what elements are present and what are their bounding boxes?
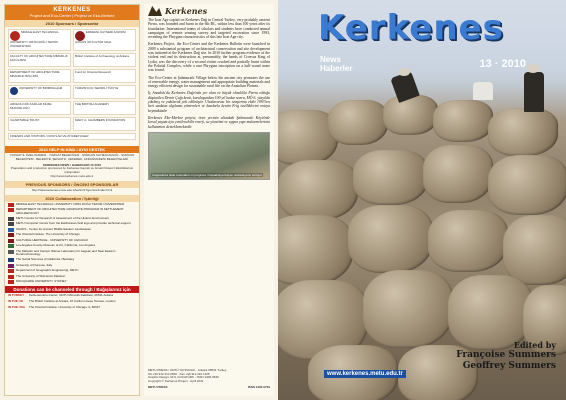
cover-title: Kerkenes: [318, 8, 504, 48]
sponsor-row: [8, 29, 136, 51]
sponsor-name: UNIVERSITY OF BIRMINGHAM: [19, 86, 63, 90]
logo-icon: [8, 217, 14, 221]
sponsors-column: [4, 4, 140, 396]
worker-hat: [526, 64, 540, 73]
sponsor-logo: [8, 29, 71, 51]
paragraph-turkish: Kerkenes Eko-Merkez projesi, ören yerinin altındaki Şahmuratlı Köyü'nde kırsal yaşam için yenilenebilir enerji, su yönetimi ve uygun yapı malzemelerinin kullanımını desteklemektedir.: [148, 115, 270, 129]
sponsor-logo: [73, 117, 136, 131]
paragraph: The Eco-Center at Şahmuratlı Village below the ancient city promotes the use of renewable energy, water management and appropriate building materials and energy efficient design for sustainable rural life on the Anatolian Plateau.: [148, 75, 270, 89]
sponsor-logo: [73, 29, 136, 51]
sponsors-band: 2010 Sponsors / Sponsorlar: [5, 20, 139, 27]
sponsor-logo: [8, 133, 136, 140]
list-item: [8, 203, 136, 207]
stone: [428, 210, 508, 272]
cover-subtitle: [320, 55, 352, 73]
imprint-line: METU PRESS / ODTÜ YAYINCILIK · Ankara 06531 Turkey: [148, 368, 227, 373]
sponsor-logo: [8, 69, 71, 83]
paragraph: Kerkenes Project, the Eco-Center and the Kerkenes Bulletin were launched in 2009 a substantial program of architectural conservation and site development was initiated at the Kerkenes Dağ site. In 2010 further program evidence of the violent end and its destruction at, presumably, the hands of Croesus King of Lydia, was the discovery of a second victim crushed and partially burnt within the Palatial Complex, while a rare Phrygian inscription on a half-round stone was found.: [148, 42, 270, 73]
logo-icon: [8, 264, 14, 268]
stone: [328, 100, 388, 145]
list-item: [8, 228, 136, 232]
kerkenes-logo: [144, 4, 274, 18]
stone: [278, 160, 358, 220]
intro-text-column: [144, 4, 274, 396]
address-text: The British Institute at Ankara, 10 Carlton House Terrace, London: [29, 299, 116, 304]
logo-icon: [8, 269, 14, 273]
issn: ISSN 1302-0749: [247, 385, 270, 390]
worker-figure: [524, 72, 544, 112]
sponsor-logo: [73, 53, 136, 67]
address-row: [5, 305, 139, 311]
logo-icon: [8, 222, 14, 226]
list-item: [8, 239, 136, 243]
edited-by-label: Edited by: [513, 340, 556, 350]
sponsor-name: THE BRITISH ACADEMY: [75, 102, 110, 106]
collaborator-name: CHAKS - Center for Ancient Middle Eastern Landscapes: [16, 226, 91, 231]
sponsor-name: CHARITABLE TRUST: [10, 118, 40, 122]
collaborator-name: Los Angeles County Museum of Art, California, Los Angeles: [16, 243, 96, 248]
list-item: [8, 244, 136, 248]
crest-icon: [10, 87, 18, 95]
list-item: [8, 217, 136, 221]
list-item: [8, 280, 136, 284]
collaborator-name: Department of Geographic Engineering, METU: [16, 268, 79, 273]
editor-name: Françoise Summers: [456, 350, 556, 360]
list-item: [8, 264, 136, 268]
sponsor-name: ERDEMLİ KAYSERİ ANONİM GÖĞÜS İNİ KULTÜR MAH.: [75, 30, 126, 44]
collaboration-band: 2010 Collaboration / İşbirliği: [5, 195, 139, 202]
issue-number: 13 · 2010: [479, 58, 526, 70]
logo-icon: [8, 244, 14, 248]
logo-icon: [8, 208, 14, 212]
worker-figure: [473, 82, 493, 100]
paragraph: The Iron Age capital on Kerkenes Dağ in Central Turkey, very probably ancient Pteria, was founded and burnt in the 6th BC, within less than 100 years after its foundation. International teams of scholars and students have conducted annual campaigns of remote sensing survey and targeted excavation since 1993, revealing the Phrygian characteristics of this late Iron Age city.: [148, 18, 270, 40]
collaborator-name: The Social Sciences of California / Berkeley: [16, 257, 75, 262]
paragraph-turkish: İç Anadolu'da Kerkenes Dağı'nda yer alan ve büyük olasılıkla Pteria olduğu düşünülen Demir Çağı kenti, kuruluşundan 100 yıl kadar sonra, MÖ 6. yüzyılda yıkılmış ve yakılarak yok edilmiştir. Uluslararası bir araştırma ekibi 1993'ten beri uzaktan algılama yöntemleri ve kazılarla kentin Frig özelliklerini ortaya koymaktadır.: [148, 91, 270, 113]
mountain-logo-icon: [148, 6, 162, 16]
sponsor-logo: [8, 85, 71, 99]
sponsor-row: [8, 133, 136, 140]
stone: [503, 215, 566, 285]
sponsor-row: [8, 69, 136, 83]
collaborators-list: [5, 203, 139, 285]
stone: [383, 95, 438, 135]
sponsor-logo: [8, 117, 71, 131]
sponsor-name: FRIENDS AND VISITORS / DOSTLAR VE ZİYARETÇİLER: [10, 134, 89, 138]
collaborator-name: CULTURAL HERITAGE · UNIVERSITY OF CHICAGO: [16, 237, 88, 242]
logo-icon: [8, 258, 14, 262]
press-line: [148, 386, 270, 390]
collaborator-name: The Malcolm and Carolyn Wiener Laboratory for Aegean and Near Eastern Dendrochronology: [16, 248, 116, 257]
web-link[interactable]: http://www.kerkenes.metu.edu.tr: [50, 173, 94, 178]
list-item: [8, 275, 136, 279]
sponsors-header-subtitle: Project and Eco-Center | Projesi ve Eko-Merkez: [29, 13, 115, 18]
help-in-kind-text: YOZGAT İL ÖZEL İDARESİ · YOZGAT BELEDİYESİ · SORGUN KAYMAKAMLIĞI · SORGUN BELEDİYESİ · BELEDİYE, ŞEFAATLİ, ÇEKEREK, AKDAĞMADENİ BELEDİYELERİ: [9, 153, 135, 161]
address-country: IN THE USA: [8, 305, 26, 310]
sponsor-name: MIDDLE EAST TECHNICAL UNIVERSITY ORTA DOĞU TEKNİK ÜNİVERSİTESİ: [10, 30, 59, 48]
sponsor-row: [8, 101, 136, 115]
sponsor-logo: [73, 101, 136, 115]
address-country: IN THE UK: [8, 299, 23, 304]
sponsor-name: TURIZM KOÇ SEFİRİLİ TÜKİYE: [75, 86, 119, 90]
editor-name: Geoffrey Summers: [462, 361, 556, 371]
sponsor-name: Fund for Oriental Research: [75, 70, 112, 74]
cover-subtitle-en: News: [320, 55, 341, 64]
editors-block: [456, 340, 556, 372]
previous-sponsors-band: PREVIOUS SPONSORS / ÖNCEKİ SPONSORLAR: [5, 181, 139, 188]
address-country: IN TURKEY: [8, 293, 25, 298]
imprint-line: Graphic Design: M.N. KOCATÜRK · ISSN 1300-9540: [148, 375, 219, 380]
restoration-photo: [148, 132, 270, 180]
logo-icon: [8, 203, 14, 207]
stone: [433, 100, 493, 142]
collaborator-name: DEPARTMENT OF ARCHITECTURE GRADUATE PROGRAM IN SETTLEMENT ARCHAEOLOGY: [16, 207, 124, 215]
sponsor-name: MARY A. CHAMBERS FOUNDATION: [75, 118, 126, 122]
list-item: [8, 269, 136, 273]
help-in-kind-band: 2010 HELP IN KIND / AYNI DESTEK: [5, 146, 139, 153]
list-item: [8, 222, 136, 226]
address-text: Kerkenes Eco-Center, ODTÜ Mimarlık Fakültesi, 06531 Ankara: [29, 293, 113, 298]
news-line: KERKENES NEWS / HABERLERİ 13 2010: [42, 162, 102, 167]
logo-icon: [8, 233, 14, 237]
logo-icon: [8, 280, 14, 284]
sponsor-logo: [8, 53, 71, 67]
sponsor-name: DEPARTMENT OF ARCHITECTURE MİMARLIK BÖLÜMÜ: [10, 70, 60, 78]
list-item: [8, 258, 136, 262]
imprint: [148, 369, 270, 390]
stone: [353, 150, 428, 205]
sponsor-logo: [73, 85, 136, 99]
stone: [278, 215, 353, 285]
stone: [488, 108, 558, 156]
stone: [348, 205, 433, 273]
collaborator-name: The University of Wisconsin-Madison: [16, 273, 66, 278]
logo-icon: [8, 228, 14, 232]
collaborator-name: MIDDLE EAST TECHNICAL UNIVERSITY ORTA DOĞU TEKNİK ÜNİVERSİTESİ: [16, 201, 125, 206]
list-item: [8, 233, 136, 237]
collaborator-name: University of Florence, Italy: [16, 262, 53, 267]
collaborator-name: MACQUARIE UNIVERSITY, SYDNEY: [16, 279, 67, 284]
previous-sponsors-link[interactable]: http://www.kerkenes.metu.edu.tr/kerk1/17sponsor/index.html: [31, 187, 113, 192]
stone: [423, 145, 493, 203]
sponsor-row: [8, 53, 136, 67]
stone: [363, 270, 453, 348]
logo-icon: [8, 250, 14, 254]
sponsor-row: [8, 85, 136, 99]
stone: [448, 275, 533, 350]
cover: [278, 0, 566, 400]
imprint-line: Tel +90 312 210 2500 · Fax +90 312 210 1105: [148, 371, 210, 376]
sponsor-grid: [5, 27, 139, 144]
collaborator-name: The Oriental Institute, The University of Chicago: [16, 232, 80, 237]
list-item: [8, 208, 136, 215]
logo-icon: [8, 275, 14, 279]
imprint-line: Copyright © Kerkenes Project · April 2011: [148, 378, 204, 383]
sponsor-logo: [8, 101, 71, 115]
sponsors-header-title: KERKENES: [53, 7, 91, 13]
sponsor-name: FACULTY OF ARCHITECTURE MİMARLIK FAKÜLTESİ: [10, 54, 68, 62]
logo-icon: [8, 239, 14, 243]
donations-band: Donations can be channeled through / Bağışlarınız için: [5, 286, 139, 293]
collaborator-name: METU Centre for Research & Assessment of the Historic Environment: [16, 215, 110, 220]
cover-subtitle-tr: Haberler: [320, 64, 353, 73]
sponsor-name: British Institute of Archaeology at Ankara: [75, 54, 129, 58]
sponsor-row: [8, 117, 136, 131]
website-link[interactable]: www.kerkenes.metu.edu.tr: [324, 370, 406, 378]
worker-hat: [398, 68, 410, 76]
sponsor-name: ARKEOLOJİK KAZILAR MÜZE MÜDÜRLÜĞÜ: [10, 102, 52, 110]
press-name: METU PRESS: [148, 385, 168, 390]
logo-wordmark: Kerkenes: [165, 6, 208, 16]
address-text: The Oriental Institute, University of Chicago, IL 60637: [29, 305, 101, 310]
photo-caption: Cappadocia Gate restoration in progress / Kapadokya Kapısı restorasyonu sürüyor: [152, 172, 262, 177]
sponsors-header: [5, 5, 139, 20]
stone: [488, 155, 566, 215]
collaborator-name: METU Computer Centre from the Earthwaves field logo and provider technical support: [16, 221, 131, 226]
report-line: Preparation and production sponsored by Kerkenes Gayreti ve İsmail Özdemir Etkinliklerinin Çalışmaları: [10, 166, 134, 175]
sponsor-logo: [73, 69, 136, 83]
list-item: [8, 250, 136, 257]
